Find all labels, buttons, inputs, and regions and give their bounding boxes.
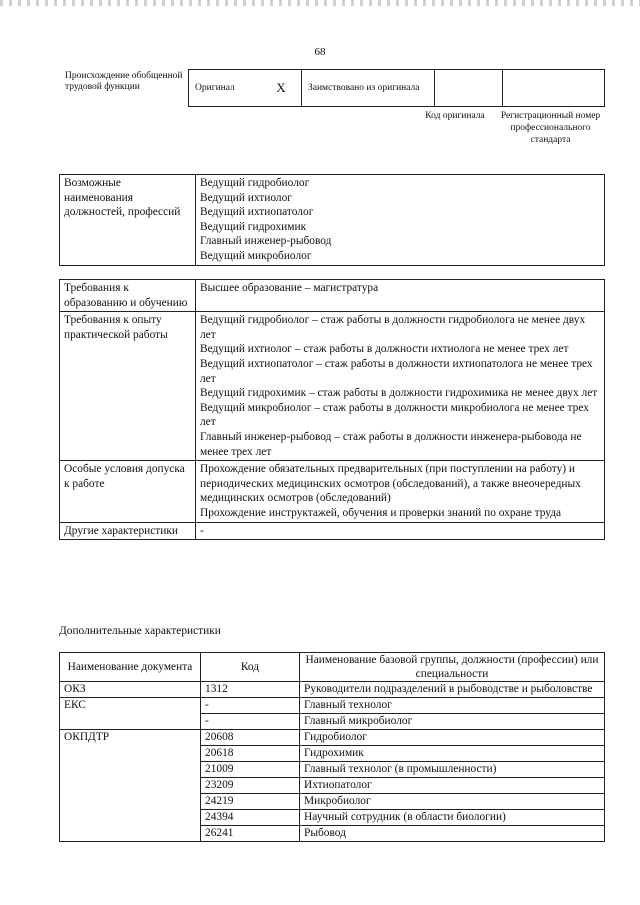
experience-item: Ведущий микробиолог – стаж работы в должности микробиолога не менее трех лет: [200, 401, 589, 429]
name-cell: Руководители подразделений в рыбоводстве и рыболовстве: [300, 682, 605, 698]
reg-caption: Регистрационный номер профессионального стандарта: [500, 111, 601, 145]
education-label: Требования к образованию и обучению: [60, 280, 196, 312]
table-row: [60, 682, 605, 698]
other-value: -: [196, 522, 605, 540]
experience-item: Ведущий гидрохимик – стаж работы в должности гидрохимика не менее двух лет: [200, 387, 598, 400]
name-cell: Гидробиолог: [300, 730, 605, 746]
code-cell: 1312: [201, 682, 300, 698]
code-cell: 23209: [201, 778, 300, 794]
header-code: Код: [201, 653, 300, 682]
position-item: Ведущий гидрохимик: [200, 220, 307, 233]
page-number: 68: [314, 46, 326, 58]
name-cell: Главный технолог (в промышленности): [300, 762, 605, 778]
code-cell: 24394: [201, 810, 300, 826]
position-item: Ведущий микробиолог: [200, 249, 312, 262]
experience-item: Ведущий ихтиолог – стаж работы в должности ихтиолога не менее трех лет: [200, 343, 569, 356]
table-row: [60, 698, 605, 714]
special-conditions-label: Особые условия допуска к работе: [60, 461, 196, 522]
name-cell: Гидрохимик: [300, 746, 605, 762]
doc-eks: ЕКС: [60, 698, 201, 730]
header-document: Наименование документа: [60, 653, 201, 682]
origin-table: [188, 69, 605, 107]
special-conditions-list: [196, 461, 605, 522]
other-label: Другие характеристики: [60, 522, 196, 540]
position-item: Ведущий ихтиолог: [200, 191, 292, 204]
name-cell: Научный сотрудник (в области биологии): [300, 810, 605, 826]
code-cell: 26241: [201, 826, 300, 842]
name-cell: Ихтиопатолог: [300, 778, 605, 794]
experience-list: [196, 312, 605, 461]
scan-edge: [0, 0, 640, 6]
table-row: [60, 730, 605, 746]
education-value: Высшее образование – магистратура: [196, 280, 605, 312]
requirements-table: [59, 279, 605, 540]
position-item: Ведущий ихтиопатолог: [200, 206, 314, 219]
doc-okpdtr: ОКПДТР: [60, 730, 201, 842]
code-cell: 20618: [201, 746, 300, 762]
special-item: Прохождение обязательных предварительных (при поступлении на работу) и периодических медицинских осмотров (обследований), а также внеочередных медицинских осмотров (обследований): [200, 463, 581, 505]
origin-label: Происхождение обобщенной трудовой функции: [65, 71, 183, 92]
additional-table: [59, 652, 605, 842]
reg-number-cell: [503, 70, 605, 107]
name-cell: Главный микробиолог: [300, 714, 605, 730]
borrowed-label: Заимствовано из оригинала: [302, 70, 435, 107]
positions-label: Возможные наименования должностей, профессий: [60, 175, 196, 266]
header-name: Наименование базовой группы, должности (профессии) или специальности: [300, 653, 605, 682]
experience-label: Требования к опыту практической работы: [60, 312, 196, 461]
special-item: Прохождение инструктажей, обучения и проверки знаний по охране труда: [200, 506, 562, 519]
position-item: Главный инженер-рыбовод: [200, 235, 332, 248]
original-label: Оригинал: [189, 70, 262, 107]
code-cell: -: [201, 714, 300, 730]
original-code-cell: [435, 70, 503, 107]
additional-title: Дополнительные характеристики: [59, 625, 221, 637]
experience-item: Ведущий ихтиопатолог – стаж работы в должности ихтиопатолога не менее трех лет: [200, 357, 593, 385]
original-mark: X: [261, 70, 302, 107]
position-item: Ведущий гидробиолог: [200, 177, 310, 189]
code-caption: Код оригинала: [425, 111, 485, 121]
code-cell: -: [201, 698, 300, 714]
name-cell: Главный технолог: [300, 698, 605, 714]
doc-okz: ОКЗ: [60, 682, 201, 698]
code-cell: 20608: [201, 730, 300, 746]
positions-list: [196, 175, 605, 266]
name-cell: Микробиолог: [300, 794, 605, 810]
code-cell: 24219: [201, 794, 300, 810]
code-cell: 21009: [201, 762, 300, 778]
positions-table: [59, 174, 605, 266]
name-cell: Рыбовод: [300, 826, 605, 842]
experience-item: Главный инженер-рыбовод – стаж работы в должности инженера-рыбовода не менее трех лет: [200, 430, 582, 458]
experience-item: Ведущий гидробиолог – стаж работы в должности гидробиолога не менее двух лет: [200, 314, 586, 341]
